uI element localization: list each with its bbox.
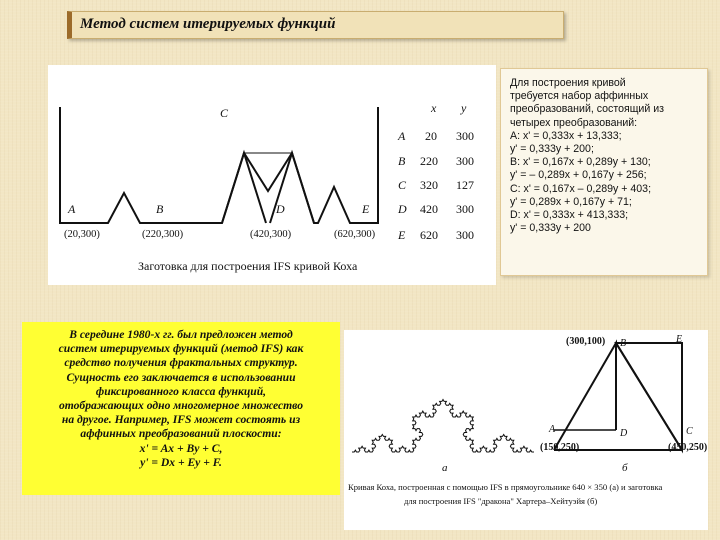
affine-transforms-note xyxy=(500,68,708,276)
note-line: y' = 0,333y + 200 xyxy=(510,222,591,235)
table-row-c-y: 127 xyxy=(456,178,474,192)
label-a: а xyxy=(442,462,448,474)
note-line: C: x' = 0,167x – 0,289y + 403; xyxy=(510,182,652,195)
table-row-e-letter: E xyxy=(398,228,406,242)
koch-template-figure xyxy=(48,65,496,285)
table-row-d-y: 300 xyxy=(456,202,474,216)
point-letter-c: C xyxy=(220,106,229,120)
point-letter-b: B xyxy=(156,202,164,216)
note-line: требуется набор аффинных xyxy=(510,90,649,103)
point-letter-d: D xyxy=(276,202,285,216)
ifs-line: на другое. Например, IFS может состоять из xyxy=(61,413,301,427)
note-line: четырех преобразований: xyxy=(510,116,638,129)
dragon-coord-b: (300,100) xyxy=(566,336,606,347)
dragon-left-edge xyxy=(554,343,616,450)
ifs-line: отображающих одно многомерное множество xyxy=(58,399,304,413)
ifs-line: фиксированного класса функций, xyxy=(95,384,267,398)
note-line: преобразований, состоящий из xyxy=(510,103,664,116)
note-line: y' = – 0,289x + 0,167y + 256; xyxy=(510,169,647,182)
ifs-line: аффинных преобразований плоскости: xyxy=(80,427,282,441)
koch-template-caption: Заготовка для построения IFS кривой Коха xyxy=(138,259,358,273)
dragon-coord-a: (150,250) xyxy=(540,442,580,453)
table-header-y: y xyxy=(461,101,467,115)
point-coord-b: (220,300) xyxy=(142,229,184,240)
koch-template-polyline xyxy=(60,107,378,223)
table-row-d-letter: D xyxy=(398,202,407,216)
coordinates-table xyxy=(397,101,474,242)
point-letter-e: E xyxy=(362,202,370,216)
bottom-caption-line-1: Кривая Коха, построенная с помощью IFS в прямоугольнике 640 × 350 (а) и заготовка xyxy=(348,482,663,492)
dragon-letter-a: A xyxy=(549,424,556,435)
ifs-line: Сущность его заключается в использовании xyxy=(66,370,296,384)
table-row-b-x: 220 xyxy=(420,154,438,168)
table-row-e-x: 620 xyxy=(420,228,438,242)
table-row-b-y: 300 xyxy=(456,154,474,168)
koch-curve xyxy=(352,400,534,453)
ifs-formula-y: y' = Dx + Ey + F. xyxy=(140,455,222,469)
table-row-a-x: 20 xyxy=(425,129,437,143)
table-row-a-letter: A xyxy=(398,129,406,143)
table-row-c-letter: C xyxy=(398,178,407,192)
dragon-letter-b: B xyxy=(620,338,627,349)
table-row-c-x: 320 xyxy=(420,178,438,192)
point-coord-a: (20,300) xyxy=(64,229,100,240)
table-row-a-y: 300 xyxy=(456,129,474,143)
note-line: Для построения кривой xyxy=(510,77,626,89)
slide-title: Метод систем итерируемых функций xyxy=(67,11,564,39)
bottom-caption-line-2: для построения IFS "дракона" Хартера–Хейтуэйя (б) xyxy=(404,496,598,506)
table-row-d-x: 420 xyxy=(420,202,438,216)
ifs-line: В середине 1980-х гг. был предложен метод xyxy=(69,328,293,341)
point-letter-a: A xyxy=(68,202,76,216)
dragon-letter-d: D xyxy=(620,428,628,439)
koch-template-drawing xyxy=(48,65,496,285)
note-line: A: x' = 0,333x + 13,333; xyxy=(510,129,622,142)
ifs-description xyxy=(22,322,340,495)
dragon-letter-c: C xyxy=(686,426,693,437)
dragon-template xyxy=(540,334,707,474)
label-b: б xyxy=(622,462,628,474)
point-coord-d: (420,300) xyxy=(250,229,292,240)
point-coord-e: (620,300) xyxy=(334,229,376,240)
koch-and-dragon-drawing xyxy=(344,330,708,530)
koch-inner-triangle-left xyxy=(222,153,266,223)
ifs-line: средство получения фрактальных структур. xyxy=(64,356,298,370)
note-line: D: x' = 0,333x + 413,333; xyxy=(510,209,629,222)
note-line: y' = 0,333y + 200; xyxy=(510,143,594,156)
table-row-b-letter: B xyxy=(398,154,406,168)
ifs-line: систем итерируемых функций (метод IFS) как xyxy=(58,342,304,356)
dragon-letter-e: E xyxy=(676,334,683,345)
ifs-formula-x: x' = Ax + By + C, xyxy=(139,441,223,455)
table-row-e-y: 300 xyxy=(456,228,474,242)
dragon-coord-c: (450,250) xyxy=(668,442,708,453)
note-line: B: x' = 0,167x + 0,289y + 130; xyxy=(510,156,651,169)
koch-and-dragon-figure xyxy=(344,330,708,530)
note-line: y' = 0,289x + 0,167y + 71; xyxy=(510,195,632,208)
table-header-x: x xyxy=(431,101,437,115)
